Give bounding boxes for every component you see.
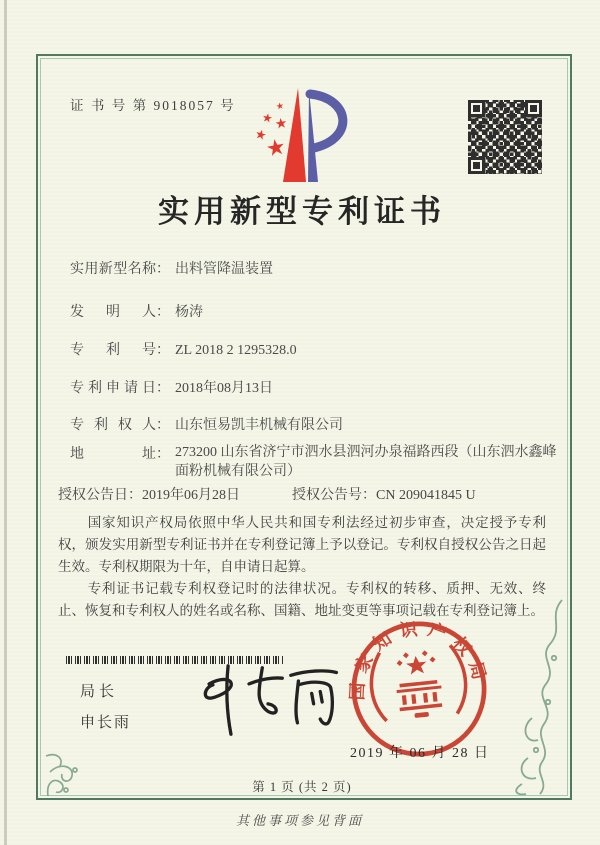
field-label: 实用新型名称 — [70, 262, 156, 277]
star-icon: ★ — [263, 133, 288, 162]
field-value: 出料管降温装置 — [175, 262, 273, 277]
cnipa-logo — [250, 82, 378, 188]
grant-row — [58, 484, 476, 504]
body-paragraph-2: 专利证书记载专利权登记时的法律状况。专利权的转移、质押、无效、终止、恢复和专利权人的姓名或名称、国籍、地址变更等事项记载在专利登记簿上。 — [58, 581, 546, 618]
star-icon: ★ — [253, 125, 269, 144]
seal-ring-text: 国家知识产权局 — [346, 618, 492, 701]
field-value: 273200 山东省济宁市泗水县泗河办泉福路西段（山东泗水鑫峰面粉机械有限公司） — [175, 445, 557, 479]
scan-edge — [4, 0, 7, 845]
field-row-patent-number — [70, 339, 297, 359]
field-label: 发明人 — [70, 305, 156, 320]
director-name: 申长雨 — [80, 715, 132, 731]
field-colon: ： — [156, 418, 170, 433]
legal-text-block — [58, 512, 546, 622]
field-row-utility-model-name — [70, 258, 273, 278]
star-icon: ★ — [274, 100, 285, 112]
certificate-title: 实用新型专利证书 — [158, 194, 446, 229]
field-colon: ： — [156, 381, 170, 396]
director-signature — [192, 656, 344, 746]
field-value: 杨涛 — [175, 305, 203, 320]
grant-date-label: 授权公告日 — [58, 488, 128, 503]
qr-finder-icon — [525, 100, 542, 117]
director-title: 局长 — [80, 684, 119, 700]
field-label: 专利申请日 — [70, 381, 156, 396]
grant-number-value: CN 209041845 U — [376, 488, 476, 503]
field-value: 山东恒易凯丰机械有限公司 — [175, 418, 343, 433]
seal-date: 2019 年 06 月 28 日 — [350, 746, 490, 761]
field-value: 2018年08月13日 — [175, 381, 273, 396]
field-label: 专利权人 — [70, 418, 156, 433]
field-row-patentee — [70, 414, 343, 434]
field-colon: ： — [128, 488, 142, 503]
field-row-inventor — [70, 301, 203, 321]
field-label: 专利号 — [70, 343, 156, 358]
field-row-filing-date — [70, 377, 273, 397]
qr-finder-icon — [468, 100, 485, 117]
star-icon: ★ — [273, 116, 289, 133]
qr-finder-icon — [468, 157, 485, 174]
corner-ornament-right-icon — [492, 598, 568, 796]
qr-code — [468, 100, 542, 174]
field-value: ZL 2018 2 1295328.0 — [175, 343, 297, 358]
national-emblem-icon — [368, 644, 469, 722]
body-paragraph-1: 国家知识产权局依照中华人民共和国专利法经过初步审查，决定授予专利权，颁发实用新型专利证书并在专利登记簿上予以登记。专利权自授权公告之日起生效。专利权期限为十年，自申请日起算。 — [58, 515, 546, 574]
star-icon: ★ — [260, 110, 274, 126]
field-row-address — [70, 443, 567, 481]
field-colon: ： — [156, 305, 170, 320]
grant-number-label: 授权公告号 — [292, 488, 362, 503]
certificate-number: 证 书 号 第 9018057 号 — [70, 98, 236, 113]
field-colon: ： — [362, 488, 376, 503]
field-colon: ： — [156, 343, 170, 358]
grant-date-value: 2019年06月28日 — [142, 488, 240, 503]
field-colon: ： — [156, 447, 170, 462]
back-note: 其他事项参见背面 — [235, 813, 364, 828]
field-label: 地址 — [70, 447, 156, 462]
page-indicator: 第 1 页 (共 2 页) — [252, 780, 352, 794]
field-colon: ： — [156, 262, 170, 277]
